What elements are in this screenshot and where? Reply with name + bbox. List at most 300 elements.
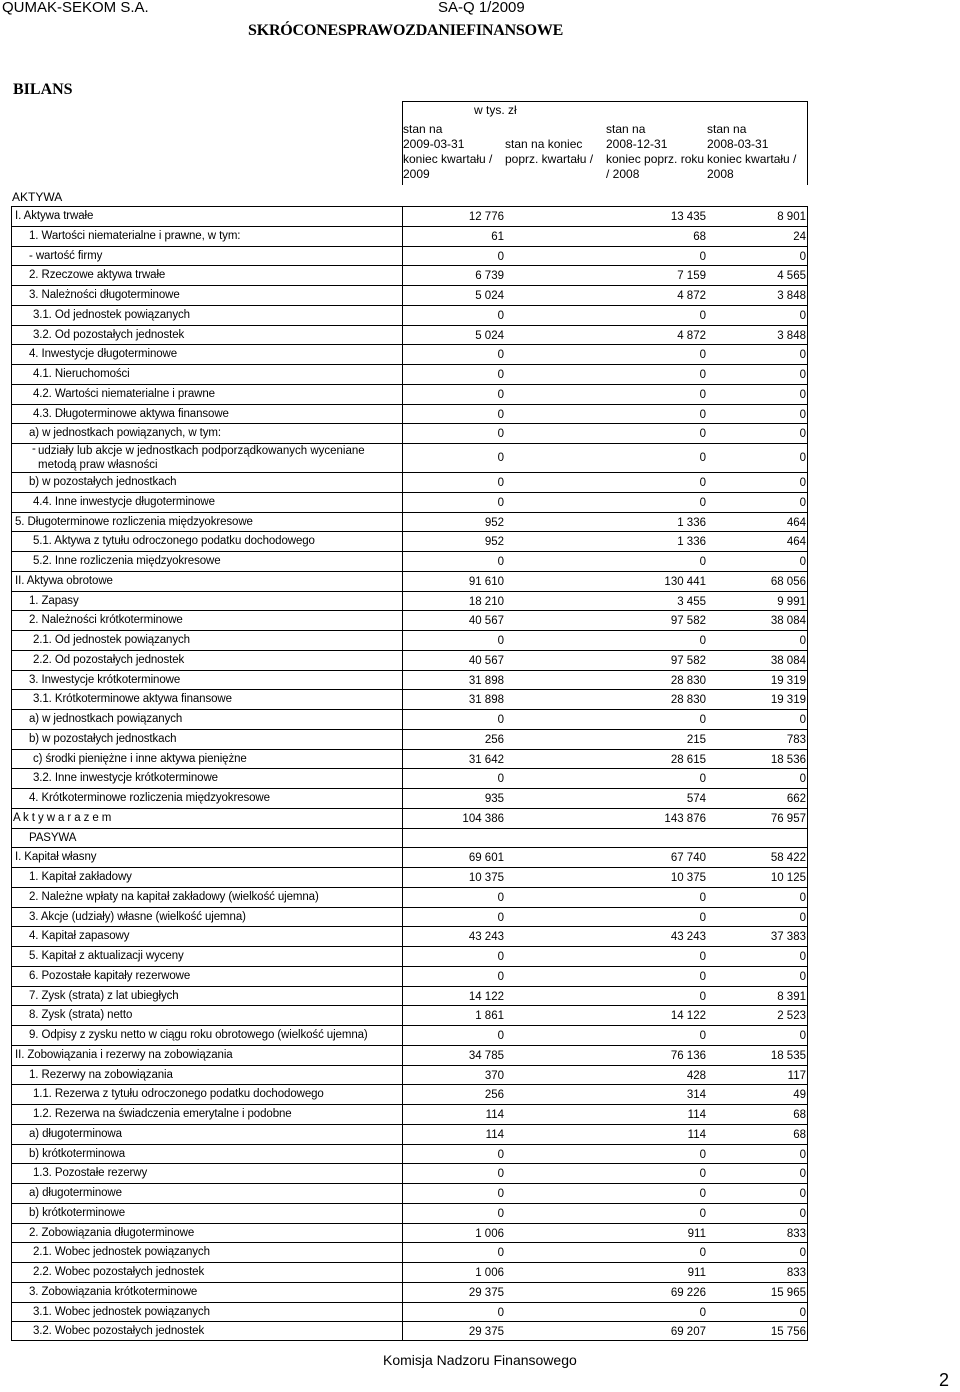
cell-border [402,730,403,749]
row-value-v2: 0 [699,990,706,1003]
row-value-v3: 0 [799,1030,806,1042]
row-label: 5.1. Aktywa z tytułu odroczonego podatku dochodowego [33,535,315,548]
row-value-v2: 314 [686,1089,706,1102]
table-row [11,729,808,749]
cell-border [402,1283,403,1302]
row-label: PASYWA [29,831,77,844]
row-value-v2: 0 [699,309,706,322]
row-label: 3.2. Inne inwestycje krótkoterminowe [33,772,218,785]
row-value-v1: 31 642 [468,753,504,766]
row-value-v1: 18 210 [468,595,504,608]
column-header-3: stan na 2008-12-31 koniec poprz. roku / 2008 [606,122,705,181]
row-value-v3: 0 [799,1207,806,1220]
table-row [11,1104,808,1124]
row-label: b) w pozostałych jednostkach [29,476,177,488]
cell-border [402,1145,403,1164]
table-row [11,571,808,591]
row-label: 1. Zapasy [29,594,79,607]
cell-border [807,1006,808,1025]
cell-border [402,829,403,848]
row-value-v1: 0 [497,250,504,263]
table-row [11,1045,808,1065]
table-row [11,492,808,512]
table-row [11,689,808,709]
row-value-v1: 114 [485,1128,504,1141]
table-row [11,650,808,670]
cell-border [402,848,403,867]
cell-border [807,532,808,551]
cell-border [402,493,403,512]
row-value-v3: 0 [799,635,806,647]
cell-border [807,611,808,630]
cell-border [11,572,12,591]
row-value-v3: 68 [793,1109,806,1121]
cell-border [402,690,403,709]
row-value-v2: 97 582 [670,615,706,628]
row-label: a) w jednostkach powiązanych [29,713,183,725]
row-value-v3: 58 422 [770,852,806,865]
row-value-v1: 0 [497,891,504,904]
row-value-v2: 97 582 [670,654,706,667]
row-label: 2.2. Od pozostałych jednostek [33,653,185,666]
row-label: 9. Odpisy z zysku netto w ciągu roku obrotowego (wielkość ujemna) [29,1029,368,1041]
row-label: 1. Rezerwy na zobowiązania [29,1068,173,1081]
cell-border [11,631,12,650]
row-value-v2: 0 [699,428,706,441]
cell-border [807,1322,808,1340]
table-row [11,828,808,848]
table-row [11,246,808,266]
row-label: 4.4. Inne inwestycje długoterminowe [33,495,215,508]
row-value-v3: 0 [799,1168,806,1181]
row-value-v3: 0 [799,496,806,509]
cell-border [807,1125,808,1144]
table-row [11,1282,808,1302]
cell-border [11,227,12,246]
row-value-v2: 0 [699,250,706,263]
cell-border [11,286,12,305]
row-value-v1: 10 375 [468,872,504,884]
row-value-v1: 0 [497,1168,504,1181]
row-value-v2: 130 441 [664,575,706,588]
row-value-v2: 0 [699,1030,706,1042]
row-label: a) długoterminowa [29,1127,122,1140]
row-value-v2: 3 455 [677,595,706,608]
row-label: A k t y w a r a z e m [13,811,112,824]
row-value-v3: 3 848 [777,329,806,342]
row-value-v3: 8 901 [777,211,806,223]
cell-border [11,1026,12,1045]
row-value-v3: 0 [799,428,806,441]
cell-border [807,967,808,986]
row-value-v3: 4 565 [777,270,806,283]
table-row [11,1124,808,1144]
row-value-v1: 0 [497,428,504,441]
cell-border [807,1204,808,1223]
row-label: 2.2. Wobec pozostałych jednostek [33,1266,205,1278]
cell-border [402,473,403,492]
cell-border [807,1243,808,1262]
row-value-v3: 0 [799,951,806,963]
row-value-v2: 0 [699,1168,706,1181]
row-value-v3: 833 [786,1267,806,1279]
cell-border [11,1125,12,1144]
cell-border [11,651,12,670]
cell-border [402,424,403,443]
row-value-v3: 0 [799,714,806,726]
table-row [11,946,808,966]
table-row [11,384,808,404]
row-value-v2: 911 [687,1267,706,1279]
cell-border [807,1026,808,1045]
row-value-v2: 0 [699,388,706,401]
cell-border [11,473,12,492]
row-value-v3: 0 [799,369,806,381]
cell-border [11,207,12,226]
row-value-v3: 68 [793,1128,806,1141]
row-value-v2: 114 [687,1109,706,1121]
row-value-v2: 28 830 [670,674,706,687]
row-value-v3: 464 [786,516,806,529]
row-value-v3: 833 [786,1227,806,1240]
cell-border [807,1085,808,1104]
cell-border [402,1125,403,1144]
row-label: 3. Inwestycje krótkoterminowe [29,673,181,686]
row-value-v2: 911 [687,1227,706,1240]
row-label: II. Aktywa obrotowe [15,574,113,587]
table-row [11,443,808,472]
balance-table [11,206,808,1341]
table-row [11,1163,808,1183]
row-value-v1: 29 375 [468,1326,504,1339]
cell-border [402,651,403,670]
cell-border [402,1243,403,1262]
table-row [11,423,808,443]
cell-border [11,730,12,749]
row-value-v3: 2 523 [777,1010,806,1023]
report-code: SA-Q 1/2009 [438,0,525,16]
row-value-v1: 0 [497,1148,504,1161]
cell-border [807,908,808,927]
cell-border [402,1263,403,1282]
cell-border [11,1105,12,1124]
cell-border [11,592,12,611]
row-value-v1: 40 567 [468,615,504,628]
page-number: 2 [939,1370,950,1390]
cell-border [402,809,403,828]
row-label: 5. Długoterminowe rozliczenia międzyokresowe [15,515,253,528]
row-value-v1: 40 567 [468,654,504,667]
cell-border [11,987,12,1006]
cell-border [11,848,12,867]
cell-border [402,1164,403,1183]
cell-border [11,750,12,769]
row-value-v3: 0 [799,911,806,924]
table-row [11,1005,808,1025]
cell-border [402,1026,403,1045]
row-value-v3: 0 [799,1148,806,1161]
cell-border [402,1046,403,1065]
cell-border [402,365,403,384]
cell-border [402,266,403,285]
row-label: 4. Kapitał zapasowy [29,930,130,943]
row-value-v3: 0 [799,1188,806,1200]
cell-border [11,829,12,848]
cell-border [402,1303,403,1322]
row-value-v2: 14 122 [670,1010,706,1023]
row-value-v3: 38 084 [770,654,806,667]
row-value-v3: 0 [799,1306,806,1319]
row-value-v2: 0 [699,773,706,786]
row-value-v1: 0 [497,477,504,489]
row-value-v1: 0 [497,1247,504,1260]
row-value-v2: 7 159 [677,270,706,283]
row-value-v3: 3 848 [777,290,806,302]
row-label: b) w pozostałych jednostkach [29,732,177,745]
row-label: 5. Kapitał z aktualizacji wyceny [29,950,184,962]
cell-border [402,631,403,650]
table-row [11,926,808,946]
table-row [11,1183,808,1203]
row-value-v3: 464 [786,536,806,549]
row-value-v2: 0 [699,477,706,489]
row-value-v1: 114 [485,1109,504,1121]
cell-border [807,266,808,285]
cell-border [402,345,403,364]
row-value-v1: 29 375 [468,1286,504,1299]
table-row [11,1262,808,1282]
row-value-v3: 18 535 [770,1049,806,1062]
row-value-v2: 4 872 [677,329,706,342]
cell-border [11,967,12,986]
row-value-v2: 0 [699,635,706,647]
cell-border [402,789,403,808]
row-value-v1: 0 [497,388,504,401]
cell-border [807,769,808,788]
row-value-v1: 952 [484,516,504,529]
table-row [11,1223,808,1243]
row-value-v2: 143 876 [664,812,706,825]
row-value-v1: 1 006 [475,1227,504,1240]
unit-label: w tys. zł [474,103,517,117]
row-label: udziały lub akcje w jednostkach podporządkowanych wyceniane metodą praw własności [38,445,365,471]
row-value-v2: 67 740 [670,852,706,865]
table-row [11,808,808,828]
row-value-v2: 0 [699,349,706,362]
row-value-v3: 0 [799,891,806,904]
row-value-v3: 37 383 [770,931,806,944]
row-value-v1: 6 739 [475,270,504,283]
cell-border [807,1046,808,1065]
cell-border [402,1066,403,1085]
table-row [11,265,808,285]
row-label: b) krótkoterminowe [29,1206,125,1219]
row-label: a) długoterminowe [29,1187,122,1199]
cell-border [402,326,403,345]
cell-border [11,611,12,630]
row-value-v1: 1 861 [475,1010,504,1023]
table-row [11,512,808,532]
cell-border [807,730,808,749]
row-value-v1: 0 [497,970,504,983]
row-label: 4. Krótkoterminowe rozliczenia międzyokresowe [29,792,270,804]
row-value-v2: 574 [686,793,706,805]
row-value-v2: 0 [699,1188,706,1200]
cell-border [807,1105,808,1124]
cell-border [402,532,403,551]
row-value-v1: 952 [484,536,504,549]
cell-border [807,1303,808,1322]
cell-border [402,671,403,690]
row-value-v2: 0 [699,1148,706,1161]
cell-border [807,572,808,591]
row-label: I. Aktywa trwałe [15,210,94,222]
cell-border [807,207,808,226]
cell-border [11,868,12,887]
cell-border [402,927,403,946]
row-value-v2: 76 136 [670,1049,706,1062]
table-row [11,1302,808,1322]
cell-border [807,848,808,867]
cell-border [402,227,403,246]
cell-border [402,247,403,266]
cell-border [11,809,12,828]
row-value-v2: 0 [699,891,706,904]
row-value-v3: 0 [799,970,806,983]
row-value-v1: 14 122 [468,990,504,1003]
cell-border [807,987,808,1006]
row-label: 7. Zysk (strata) z lat ubiegłych [29,989,179,1002]
table-row [11,847,808,867]
cell-border [11,1164,12,1183]
cell-border [807,326,808,345]
cell-border [807,592,808,611]
row-label: a) w jednostkach powiązanych, w tym: [29,427,221,440]
cell-border [807,651,808,670]
cell-border [402,947,403,966]
cell-border [11,947,12,966]
row-value-v3: 0 [799,309,806,322]
row-label: b) krótkoterminowa [29,1147,125,1160]
row-value-v2: 0 [699,369,706,381]
table-row [11,226,808,246]
cell-border [11,769,12,788]
cell-border [11,444,12,472]
cell-border [807,710,808,729]
table-row [11,344,808,364]
cell-border [11,1066,12,1085]
row-value-v1: 69 601 [468,852,504,865]
table-row [11,1144,808,1164]
cell-border [402,967,403,986]
cell-border [807,493,808,512]
cell-border [807,227,808,246]
table-row [11,305,808,325]
row-value-v2: 13 435 [670,211,706,223]
row-value-v2: 0 [699,1306,706,1319]
cell-border [11,1204,12,1223]
table-row [11,591,808,611]
cell-border [807,385,808,404]
table-row [11,749,808,769]
cell-border [11,671,12,690]
cell-border [402,1204,403,1223]
row-value-v3: 9 991 [777,595,806,608]
row-value-v1: 0 [497,349,504,362]
cell-border [807,1164,808,1183]
cell-border [402,1105,403,1124]
cell-border [11,266,12,285]
row-value-v2: 0 [699,556,706,568]
cell-border [807,809,808,828]
document-title: SKRÓCONESPRAWOZDANIEFINANSOWE [248,22,564,39]
row-label: 8. Zysk (strata) netto [29,1009,133,1022]
cell-border [402,306,403,325]
row-value-v2: 0 [699,1247,706,1260]
row-value-v2: 0 [699,1207,706,1220]
row-value-v1: 370 [484,1069,504,1082]
table-row [11,531,808,551]
table-row [11,325,808,345]
cell-border [11,532,12,551]
cell-border [807,1066,808,1085]
cell-border [807,789,808,808]
row-value-v3: 8 391 [777,990,806,1003]
row-value-v2: 0 [699,408,706,421]
row-value-v1: 0 [497,452,504,464]
row-label: 4.2. Wartości niematerialne i prawne [33,387,215,400]
cell-border [807,444,808,472]
row-label: 1. Kapitał zakładowy [29,871,132,883]
row-label: 6. Pozostałe kapitały rezerwowe [29,969,191,982]
row-value-v1: 31 898 [468,694,504,707]
table-row [11,1321,808,1341]
row-value-v3: 0 [799,477,806,489]
table-row [11,788,808,808]
row-label: c) środki pieniężne i inne aktywa pieniężne [33,752,247,765]
table-row [11,206,808,226]
table-row [11,709,808,729]
table-row [11,285,808,305]
cell-border [402,385,403,404]
row-label: 2.1. Wobec jednostek powiązanych [33,1246,210,1259]
cell-border [402,1224,403,1243]
cell-border [807,1263,808,1282]
row-value-v2: 1 336 [677,536,706,549]
row-value-v1: 935 [484,793,504,805]
cell-border [402,769,403,788]
cell-border [807,671,808,690]
cell-border [807,927,808,946]
cell-border [402,207,403,226]
cell-border [11,1006,12,1025]
row-value-v1: 256 [484,1089,504,1102]
cell-border [402,868,403,887]
cell-border [402,750,403,769]
row-value-v1: 91 610 [468,575,504,588]
cell-border [807,631,808,650]
row-value-v3: 0 [799,388,806,401]
cell-border [402,1322,403,1340]
row-value-v1: 0 [497,1030,504,1042]
row-value-v3: 783 [786,733,806,746]
row-value-v1: 0 [497,1207,504,1220]
row-value-v1: 256 [484,733,504,746]
row-value-v1: 0 [497,369,504,381]
row-value-v2: 0 [699,496,706,509]
table-row [11,364,808,384]
row-value-v2: 0 [699,452,706,464]
